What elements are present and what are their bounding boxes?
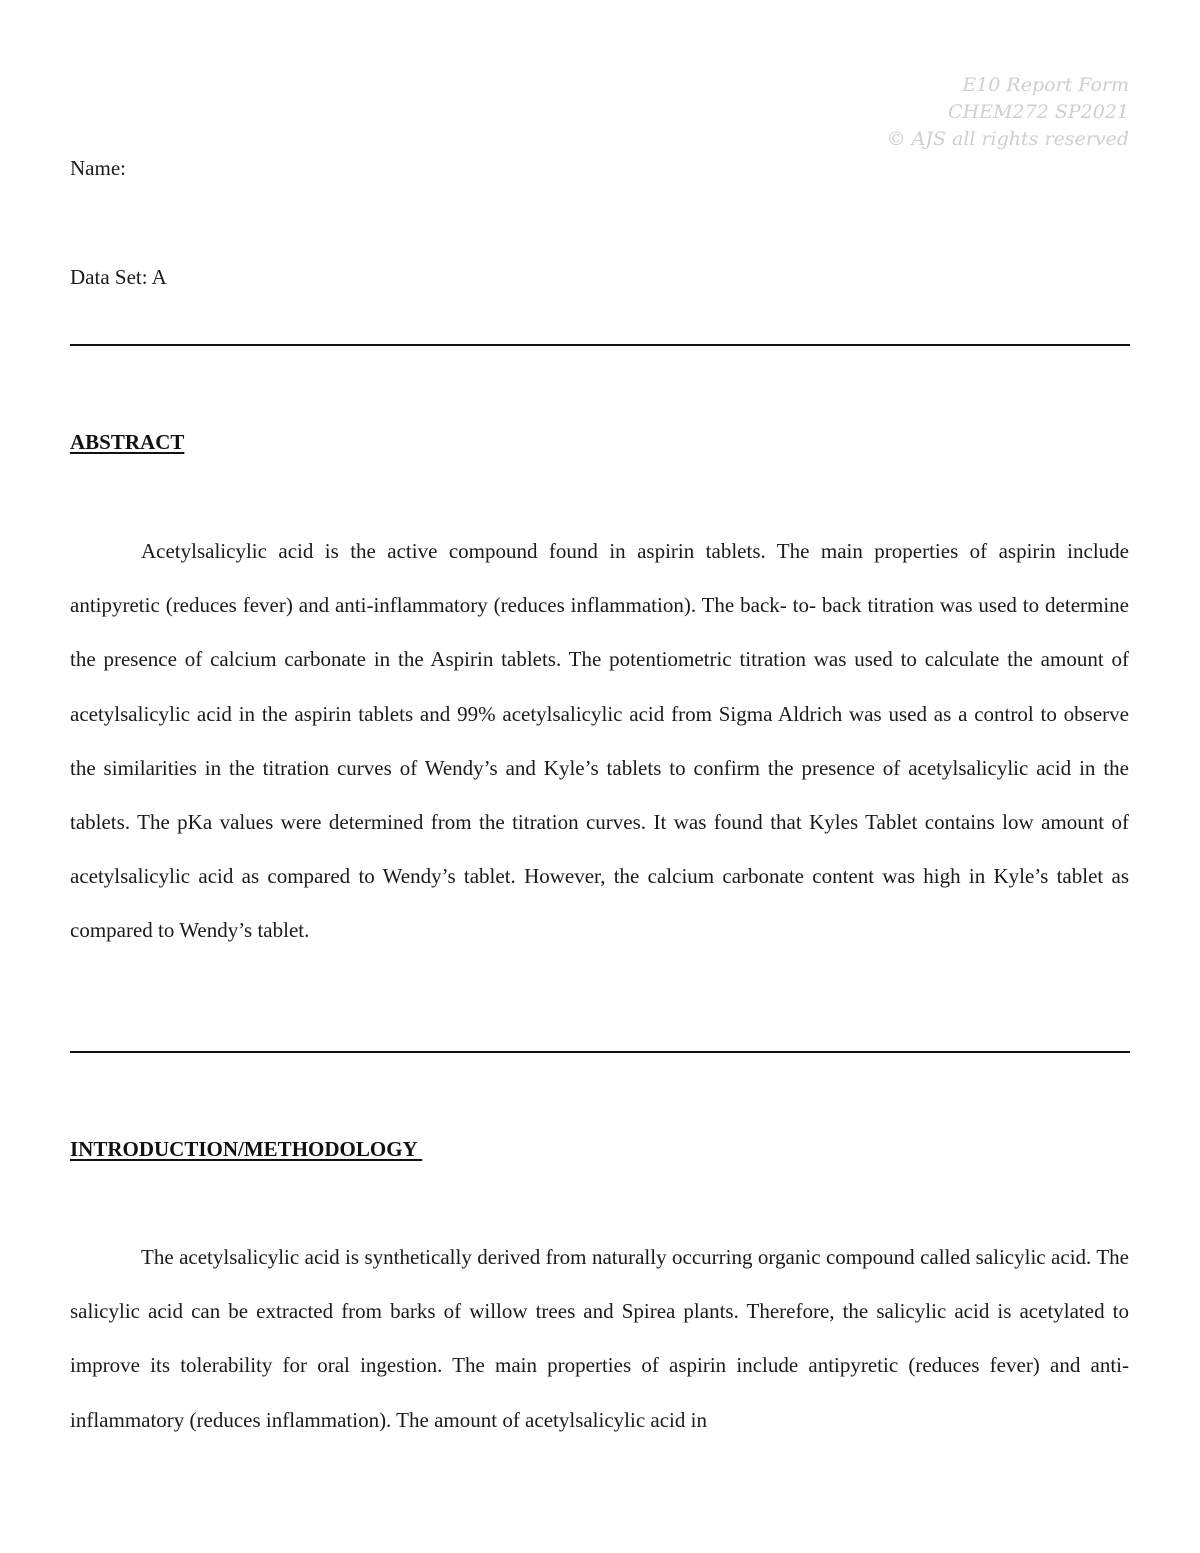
- divider-top: [70, 344, 1130, 346]
- introduction-heading: INTRODUCTION/METHODOLOGY: [70, 1137, 423, 1161]
- header-copyright: © AJS all rights reserved: [886, 128, 1129, 150]
- header-course: CHEM272 SP2021: [948, 101, 1129, 123]
- abstract-paragraph: Acetylsalicylic acid is the active compound found in aspirin tablets. The main properties of aspirin include antipyretic (reduces fever) and anti-inflammatory (reduces inflammation). The back- to- back titration was used to determine the presence of calcium carbonate in the Aspirin tablets. The potentiometric titration was used to calculate the amount of acetylsalicylic acid in the aspirin tablets and 99% acetylsalicylic acid from Sigma Aldrich was used as a control to observe the similarities in the titration curves of Wendy’s and Kyle’s tablets to confirm the presence of acetylsalicylic acid in the tablets. The pKa values were determined from the titration curves. It was found that Kyles Tablet contains low amount of acetylsalicylic acid as compared to Wendy’s tablet. However, the calcium carbonate content was high in Kyle’s tablet as compared to Wendy’s tablet.: [70, 539, 1129, 943]
- header-form-title: E10 Report Form: [962, 74, 1129, 96]
- data-set-field: Data Set: A: [70, 265, 167, 289]
- name-field: Name:: [70, 156, 126, 180]
- report-header: [887, 72, 1129, 153]
- abstract-heading: ABSTRACT: [70, 430, 185, 454]
- divider-middle: [70, 1051, 1130, 1053]
- introduction-paragraph: The acetylsalicylic acid is synthetically derived from naturally occurring organic compound called salicylic acid. The salicylic acid can be extracted from barks of willow trees and Spirea plants. Therefore, the salicylic acid is acetylated to improve its tolerability for oral ingestion. The main properties of aspirin include antipyretic (reduces fever) and anti-inflammatory (reduces inflammation). The amount of acetylsalicylic acid in: [70, 1245, 1129, 1432]
